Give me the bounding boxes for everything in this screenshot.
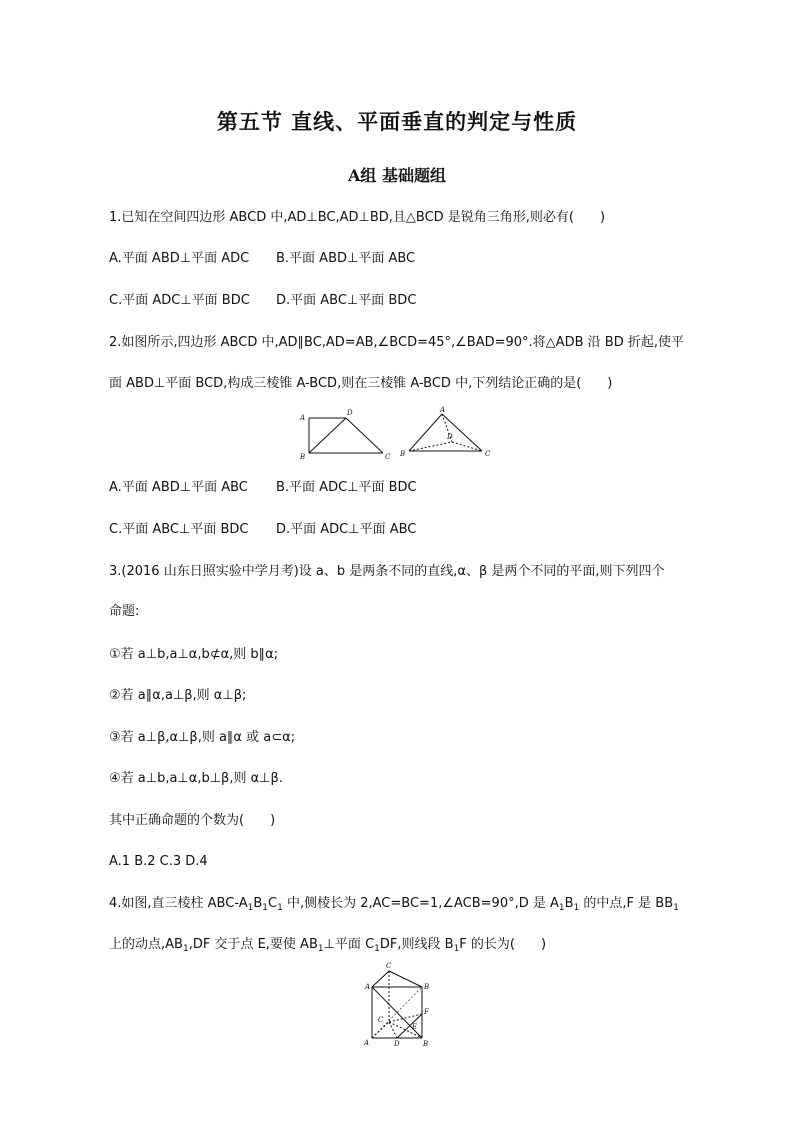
q4-text-10: DF,则线段 B — [379, 937, 454, 952]
q4-text-8: ,DF 交于点 E,要使 AB — [188, 937, 318, 952]
fig2-label-c: C — [485, 450, 491, 458]
q4-text-11: F 的长为( ) — [459, 937, 547, 952]
q3-options: A.1 B.2 C.3 D.4 — [109, 854, 208, 869]
subscript: 1 — [453, 944, 460, 954]
q2-option-d: D.平面 ADC⊥平面 ABC — [276, 522, 417, 537]
fig3-label-b: B — [424, 983, 430, 991]
subscript: 1 — [247, 903, 254, 913]
q3-proposition-3: ③若 a⊥β,α⊥β,则 a∥α 或 a⊂α; — [109, 730, 296, 745]
fig3-label-a1: A — [364, 1039, 370, 1047]
q2-quadrilateral-figure — [295, 406, 400, 466]
q4-text-5: B — [564, 896, 574, 911]
q3-proposition-1: ①若 a⊥b,a⊥α,b⊄α,则 b∥α; — [109, 647, 279, 662]
q4-text-9: ⊥平面 C — [323, 937, 375, 952]
q4-text-1: 4.如图,直三棱柱 ABC-A — [109, 896, 248, 911]
q3-proposition-4: ④若 a⊥b,a⊥α,b⊥β,则 α⊥β. — [109, 771, 283, 786]
fig2-label-a: A — [440, 406, 446, 414]
q2-option-b: B.平面 ADC⊥平面 BDC — [276, 480, 417, 495]
page-title: 第五节 直线、平面垂直的判定与性质 — [216, 109, 578, 134]
subscript: 1 — [182, 944, 189, 954]
fig3-label-f: F — [424, 1008, 429, 1016]
q4-text-2: B — [253, 896, 263, 911]
fig3-label-e: E — [412, 1023, 418, 1031]
subscript: 1 — [317, 944, 324, 954]
q2-stem-line1: 2.如图所示,四边形 ABCD 中,AD∥BC,AD=AB,∠BCD=45°,∠BAD=90°.将△ADB 沿 BD 折起,使平 — [109, 335, 684, 350]
q1-option-b: B.平面 ABD⊥平面 ABC — [276, 251, 416, 266]
q2-option-a: A.平面 ABD⊥平面 ABC — [109, 480, 248, 495]
fig3-label-d: D — [394, 1040, 400, 1048]
q2-option-c: C.平面 ABC⊥平面 BDC — [109, 522, 249, 537]
q1-option-c: C.平面 ADC⊥平面 BDC — [109, 293, 250, 308]
q4-text-3: C — [268, 896, 278, 911]
fig3-label-c1: C — [378, 1016, 384, 1024]
q3-question: 其中正确命题的个数为( ) — [109, 813, 276, 828]
q1-option-a: A.平面 ABD⊥平面 ADC — [109, 251, 250, 266]
q4-text-6: 的中点,F 是 BB — [579, 896, 674, 911]
group-heading: A组 基础题组 — [348, 166, 446, 185]
subscript: 1 — [262, 903, 269, 913]
fig3-label-c: C — [386, 962, 392, 970]
q2-stem-line2: 面 ABD⊥平面 BCD,构成三棱锥 A-BCD,则在三棱锥 A-BCD 中,下列结论正确的是( ) — [109, 376, 613, 391]
q3-proposition-2: ②若 a∥α,a⊥β,则 α⊥β; — [109, 688, 247, 703]
q4-stem-line2 — [109, 937, 546, 957]
fig3-label-b1: B — [423, 1040, 429, 1048]
q4-text-4: 中,侧棱长为 2,AC=BC=1,∠ACB=90°,D 是 A — [282, 896, 559, 911]
subscript: 1 — [573, 903, 580, 913]
q1-option-d: D.平面 ABC⊥平面 BDC — [276, 293, 417, 308]
q4-stem-line1 — [109, 896, 679, 916]
fig2-label-d: D — [447, 433, 453, 441]
fig1-label-b: B — [300, 453, 306, 461]
fig3-label-a: A — [365, 983, 371, 991]
subscript: 1 — [277, 903, 283, 913]
subscript: 1 — [558, 903, 565, 913]
fig1-label-a: A — [300, 414, 306, 422]
q4-prism-figure — [356, 960, 440, 1056]
fig1-label-d: D — [347, 409, 353, 417]
fig2-label-b: B — [400, 450, 406, 458]
q4-text-7: 上的动点,AB — [109, 937, 183, 952]
q3-stem-line1: 3.(2016 山东日照实验中学月考)设 a、b 是两条不同的直线,α、β 是两个不同的平面,则下列四个 — [109, 564, 665, 579]
fig1-label-c: C — [385, 453, 391, 461]
subscript: 1 — [673, 903, 679, 913]
q3-stem-line2: 命题: — [109, 604, 140, 619]
q1-stem: 1.已知在空间四边形 ABCD 中,AD⊥BC,AD⊥BD,且△BCD 是锐角三角形,则必有( ) — [109, 210, 606, 225]
q2-pyramid-figure — [396, 405, 500, 467]
subscript: 1 — [374, 944, 380, 954]
